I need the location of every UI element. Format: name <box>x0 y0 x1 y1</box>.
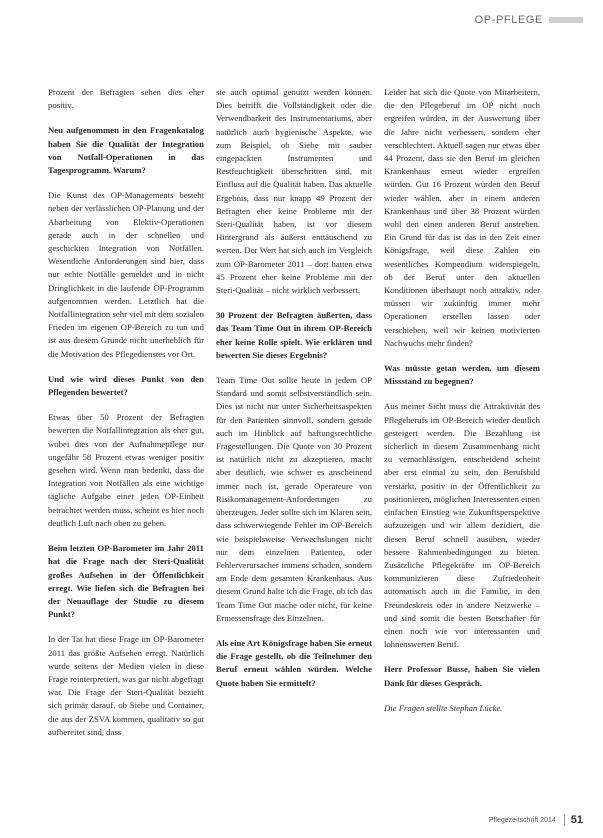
interview-question: Herr Professor Busse, haben Sie vielen Dank für dieses Gespräch. <box>384 664 540 688</box>
author-credit: Die Fragen stellte Stephan Lücke. <box>384 702 503 713</box>
body-paragraph: Etwas über 50 Prozent der Befragten bewerten die Notfallintegration als eher gut, wobei dies von der Aufnahmepflege nur ungefähr 58 Prozent etwas weniger positiv gesehen wird. Wenn man bedenkt, dass die Integration von Notfällen als eine wichtige tägliche Aufgabe einer jeden OP-Einheit betrachtet werden muss, scheint es hier noch deutlich Luft nach oben zu geben. <box>48 412 204 528</box>
body-paragraph: Prozent der Befragten sehen dies eher positiv. <box>48 87 204 111</box>
page-number: 51 <box>570 814 583 826</box>
text-column-3 <box>384 86 540 727</box>
text-column-1 <box>48 86 204 751</box>
body-paragraph: Team Time Out sollte heute in jedem OP Standard und somit selbstverständlich sein. Dies ist nicht nur unter Sicherheitsaspekten für den Patienten sinnvoll, sondern gerade auch im Hinblick auf haftungsrechtliche Fragestellungen. Die Quote von 30 Prozent ist natürlich nicht zu akzeptieren, macht aber deutlich, wie schwer es anscheinend immer noch ist, gerade Operateure von Risikomanagement-Anforderungen zu überzeugen. Jeder sollte sich im Klaren sein, dass schwerwiegende Fehler im OP-Bereich wie beispielsweise Verwechslungen nicht nur dem einzelnen Patienten, oder Fehlerverursacher immens schaden, sondern am Ende dem gesamten Krankenhaus. Aus diesem Grund halte ich die Frage, ob ich das Team Time Out mache oder nicht, für keine Ermessensfrage des Einzelnen. <box>216 375 372 623</box>
interview-question: 30 Prozent der Befragten äußerten, dass das Team Time Out in ihrem OP-Bereich eher keine Rolle spielt. Wie erklären und bewerten Sie dieses Ergebnis? <box>216 310 372 360</box>
page-footer <box>489 814 583 826</box>
footer-divider <box>564 814 565 826</box>
body-paragraph: sie auch optimal genutzt werden können. Dies betrifft die Vollständigkeit oder die Verwendbarkeit des Instrumentariums, aber natürlich auch hygienische Aspekte, wie zum Beispiel, ob Siebe mit sauber eingepackten Instrumenten und Restfeuchtigkeit überschritten sind, mit Einfluss auf die Qualität haben. Das aktuelle Ergebnis, dass nur knapp 49 Prozent der Befragten eher keine Probleme mit der Steri-Qualität haben, ist vor diesem Hintergrund als äußerst enttäuschend zu werten. Der Wert hat sich auch im Vergleich zum OP-Barometer 2011 – dort hatten etwa 45 Prozent eher keine Probleme mit der Steri-Qualität – nicht wirklich verbessert. <box>216 87 372 296</box>
header-accent-bar <box>549 17 583 23</box>
text-column-2 <box>216 86 372 702</box>
section-header <box>475 14 583 26</box>
body-paragraph: Aus meiner Sicht muss die Attraktivität des Pflegeberufs im OP-Bereich wieder deutlich gesteigert werden. Die Bezahlung ist sicherlich in diesem Zusammenhang nicht zu vernachlässigen, entscheidend scheint aber erst einmal zu sein, den Berufsbild verstärkt, positiv in der Öffentlichkeit zu positionieren, möglichen Interessenten einen einfachen Einstieg wie Zukunftsperspektive aufzuzeigen und wir allem dezidiert, die diesen Beruf schnell ausüben, wieder bessere Rahmenbedingungen zu bieten. Zusätzliche Pflegekräfte im OP-Bereich kommunizieren diese Zufriedenheit automatisch auch in die Familie, in den Freundeskreis oder in andere Netzwerke – und sind somit die besten Botschafter für einen noch wie vor interessanten und lohnenswerten Beruf. <box>384 401 540 650</box>
interview-question: Als eine Art Königsfrage haben Sie erneut die Frage gestellt, ob die Teilnehmer den Beruf erneut wählen würden. Welche Quote haben Sie ermittelt? <box>216 637 372 688</box>
body-paragraph: In der Tat hat diese Frage im OP-Barometer 2011 das größte Aufsehen erregt. Natürlich wurde seitens der Medien vielen in diese Frage reinterpretiert, was gar nicht abgefragt war. Die Frage der Steri-Qualität bezieht sich primär darauf, ob Siebe und Container, die aus der ZSVA kommen, qualitativ so gut aufbereitet sind, dass <box>48 634 204 737</box>
interview-question: Und wie wird dieses Punkt von den Pflegenden bewertet? <box>48 373 204 398</box>
section-label: OP-PFLEGE <box>474 14 543 26</box>
interview-question: Was müsste getan werden, um diesem Missstand zu begegnen? <box>384 363 540 387</box>
body-paragraph: Die Kunst des OP-Managements besteht neben der verlässlichen OP-Planung und der Abarbeitung von Elektiv-Operationen gerade auch in der schnellen und geschickten Integration von Notfällen. Wesentliche Anforderungen sind hier, dass nur echte Notfälle gemeldet und in nicht Dringlichkeit in die laufende OP-Programm aufgenommen werden. Letztlich hat die Notfallintegration sehr viel mit dem sozialen Frieden im eigenen OP-Bereich zu tun und ist aus diesem Grunde nicht unerheblich für die Motivation des Pflegedienstes vor Ort. <box>48 190 204 359</box>
interview-question: Neu aufgenommen in den Fragenkatalog haben Sie die Qualität der Integration von Notfall-Operationen in das Tagesprogramm. Warum? <box>48 125 204 176</box>
body-paragraph: Leider hat sich die Quote von Mitarbeitern, die den Pflegeberuf im OP nicht noch ergreifen würden, in der Auswertung über die Jahre nicht verbessert, sondern eher verschlechtert. Aktuell sagen nur etwas über 44 Prozent, dass sie den Beruf im gleichen Krankenhaus erneut wieder ergreifen würden. Gut 16 Prozent würden den Beruf wieder wählen, aber in einem anderen Krankenhaus und über 38 Prozent würden wohl den einen anderen Beruf anstreben. Ein Grund für das ist das in den Zeit einer Königsfrage, weil diese Zahlen ein wesentliches Kompendium widerspiegeln, ob der Beruf unter den aktuellen Konditionen überhaupt noch attraktiv, oder müssen wir zukünftig immer mehr Operationen erstellen lassen oder verschieben, weil wir keinen motivierten Nachwuchs mehr finden? <box>384 87 540 348</box>
interview-question: Beim letzten OP-Barometer im Jahr 2011 hat die Frage nach der Steri-Qualität großes Aufsehen in der Öffentlichkeit erregt. Wie liefen sich die Befragten bei der Neuauflage der Studie zu diesem Punkt? <box>48 543 204 620</box>
publication-name: Pflegezeitschrift 2014 <box>488 816 556 824</box>
